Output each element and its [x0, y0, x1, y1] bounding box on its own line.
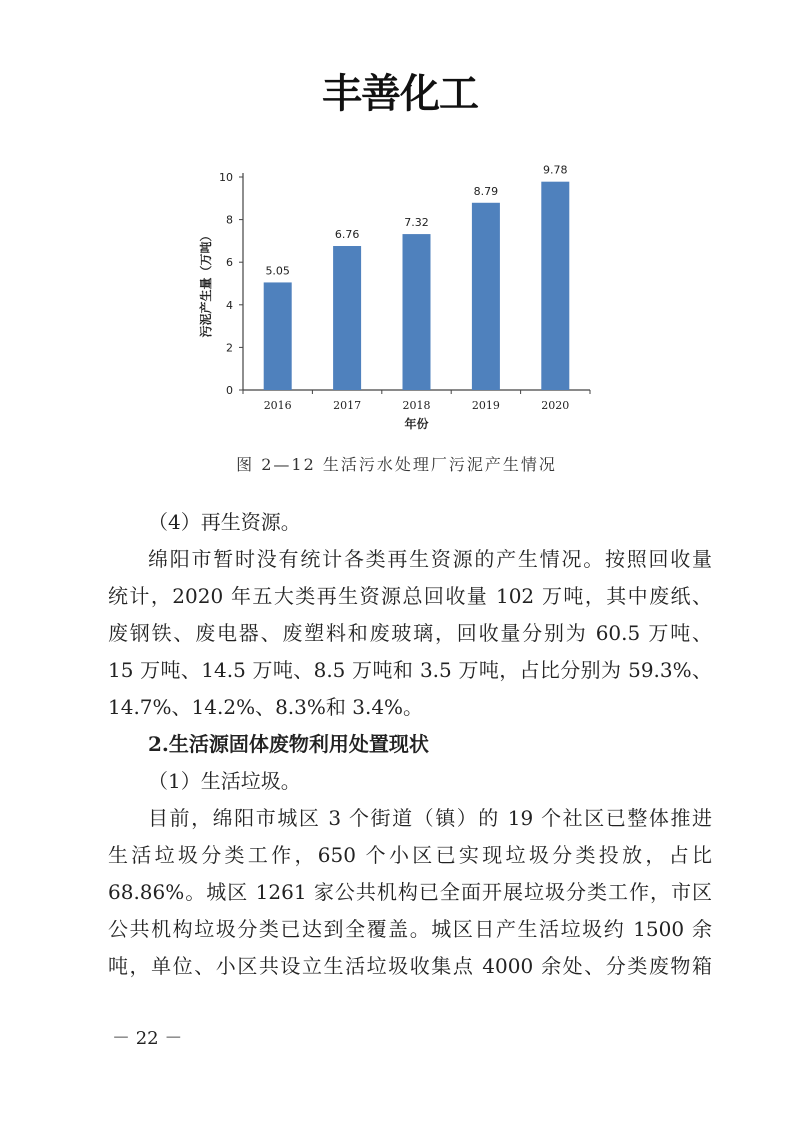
paragraph-line: 68.86%。城区 1261 家公共机构已全面开展垃圾分类工作，市区: [108, 880, 712, 904]
paragraph-line: 14.7%、14.2%、8.3%和 3.4%。: [108, 695, 424, 719]
paragraph-line: 目前，绵阳市城区 3 个街道（镇）的 19 个社区已整体推进: [148, 806, 712, 830]
data-label: 9.78: [543, 163, 568, 177]
paragraph-line: 废钢铁、废电器、废塑料和废玻璃，回收量分别为 60.5 万吨、: [108, 621, 712, 645]
bar-2016: [264, 282, 292, 390]
y-axis-title: 污泥产生量（万吨）: [199, 229, 213, 338]
paragraph-line: 公共机构垃圾分类已达到全覆盖。城区日产生活垃圾约 1500 余: [108, 917, 712, 941]
subsection-heading: （1）生活垃圾。: [148, 769, 301, 793]
paragraph-line: 生活垃圾分类工作，650 个小区已实现垃圾分类投放，占比: [108, 843, 712, 867]
section-heading-renewable: （4）再生资源。: [148, 510, 301, 534]
section-heading: 2.生活源固体废物利用处置现状: [148, 732, 429, 756]
bar-2018: [403, 234, 431, 390]
bar-2020: [541, 182, 569, 390]
paragraph-line: 绵阳市暂时没有统计各类再生资源的产生情况。按照回收量: [148, 547, 712, 571]
y-tick-label: 0: [226, 384, 233, 397]
y-tick-label: 6: [226, 256, 233, 270]
x-tick-label: 2019: [471, 399, 500, 412]
y-tick-label: 4: [226, 298, 233, 312]
paragraph-line: 统计，2020 年五大类再生资源总回收量 102 万吨，其中废纸、: [108, 584, 712, 608]
data-label: 5.05: [265, 264, 290, 278]
x-axis-title: 年份: [404, 417, 429, 431]
paragraph-line: 吨，单位、小区共设立生活垃圾收集点 4000 余处、分类废物箱: [108, 954, 712, 978]
bar-2017: [333, 246, 361, 390]
bar-2019: [472, 203, 500, 390]
y-tick-label: 10: [219, 171, 233, 184]
x-tick-label: 2018: [402, 399, 431, 412]
data-label: 8.79: [473, 184, 499, 198]
y-tick-label: 2: [226, 341, 233, 355]
sludge-bar-chart: [190, 160, 610, 440]
y-tick-label: 8: [226, 213, 233, 227]
watermark: 丰善化工: [322, 71, 478, 117]
figure-caption: 图 2—12 生活污水处理厂污泥产生情况: [236, 455, 557, 474]
x-tick-label: 2020: [541, 399, 570, 412]
data-label: 7.32: [404, 216, 429, 230]
x-tick-label: 2017: [333, 399, 362, 412]
paragraph-line: 15 万吨、14.5 万吨、8.5 万吨和 3.5 万吨，占比分别为 59.3%、: [108, 658, 712, 682]
x-tick-label: 2016: [263, 399, 292, 412]
page-number: － 22 －: [112, 1028, 183, 1049]
data-label: 6.76: [334, 228, 360, 242]
